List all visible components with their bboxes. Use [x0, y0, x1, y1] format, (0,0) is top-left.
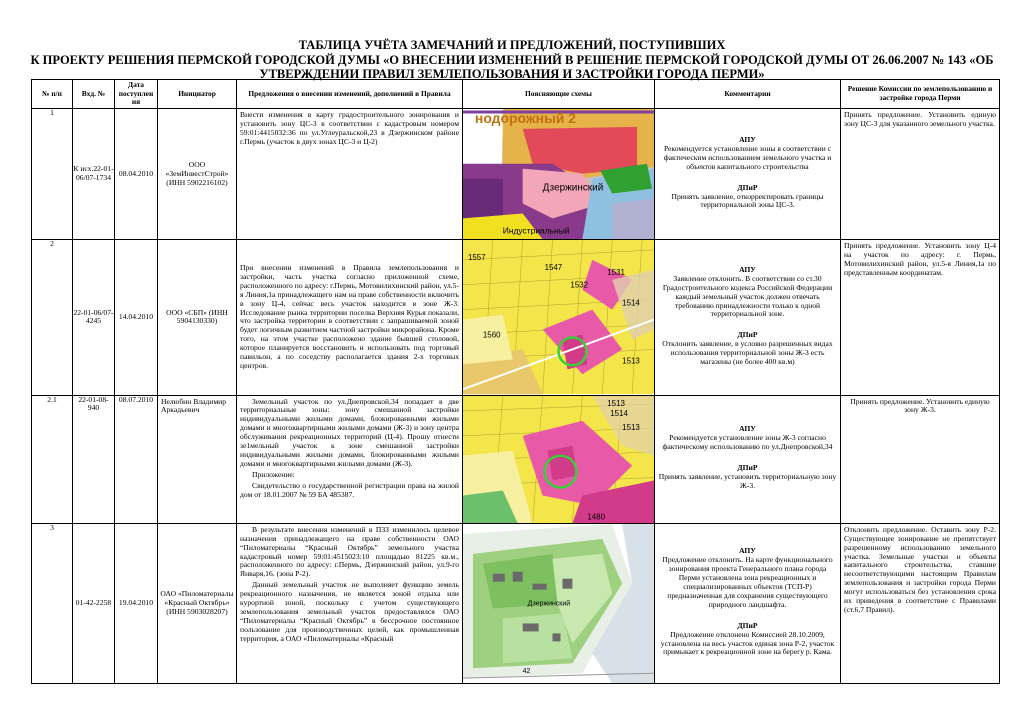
table-row	[32, 395, 1000, 523]
header-schemes: Поясняющие схемы	[463, 80, 655, 109]
row-initiator: Нелюбин Владимир Аркадьевич	[158, 395, 237, 523]
row-proposal: При внесении изменений в Правила землепользования и застройки, часть участка согласно приложенной схеме, расположенного по адресу: г.Пермь, Мотовилихинский район, ул.5-я Линия,1а принадлежащего нам на праве собственности включить в зону Ц-4, сейчас весь участок находится в зоне Ж-3. Исследование рынка территории поселка Верхняя Курья показали, что застройка территории в соответствии с запрашиваемой зоной будет логичным развитием частной застройки микрорайона. Кроме того, на этом участке расположено здание бывшей столовой, которое планируется восстановить и использовать под торговый павильон, а по соседству располагается здания 2-х торговых центров.	[237, 240, 463, 395]
proposal-paragraph: Приложение:	[252, 469, 295, 479]
proposal-paragraph: Земельный участок по ул.Днепровской,34 попадает в две территориальные зоны: зону смешанной застройки индивидуальными жилыми домами, блокированными жилыми домами и многоквартирными жилыми домами (Ж-3) и зону центра обслуживания рекреационных территорий (Ц-4). Прошу отнести зе1мельный участок к зоне смешанной застройки индивидуальными жилыми домами, блокированными жилыми домами и многоквартирными жилыми домами (Ж-3).	[240, 396, 459, 468]
table-row	[32, 109, 1000, 240]
comment-apu-text: Рекомендуется установление зоны Ж-3 согласно фактическому использованию по ул.Днепровской,34	[662, 433, 833, 452]
scheme-map-1	[463, 109, 655, 240]
row-num: 2.1	[32, 395, 73, 523]
comment-dpir-text: Принять заявление, установить территориальную зону Ж-3.	[658, 472, 837, 490]
zoning-map-3	[463, 396, 654, 523]
map-label: 1547	[544, 263, 563, 273]
proposal-paragraph: Данный земельный участок не выполняет функцию земель рекреационного назначения, не является зоной отдыха или курортной зоной, поскольку с учетом существующего землепользования земельный участок предоставлялся ОАО “Пиломатериалы “Красный Октябрь” в бессрочное постоянное пользование для производственных целей, как промышленная территория, а ОАО «Пиломатериалы «Красный	[240, 580, 459, 643]
zoning-map-4	[463, 524, 654, 683]
row-num: 2	[32, 240, 73, 395]
row-vkh: 22-01-08-940	[73, 395, 115, 523]
map-label: 1557	[467, 253, 486, 263]
proposal-paragraph: Свидетельство о государственной регистрации права на жилой дом от 18.01.2007 № 59 БА 485387.	[240, 480, 459, 499]
map-label: Индустриальный	[502, 225, 570, 236]
header-num: № п/п	[32, 80, 73, 109]
row-decision: Принять предложение. Установить зону Ц-4 на участок по адресу: г. Пермь, Мотовилихинский район, ул.5-я Линия,1а по представленным координатам.	[841, 240, 1000, 395]
row-proposal	[237, 395, 463, 523]
comment-apu-text: Заявление отклонить. В соответствии со ст.30 Градостроительного кодекса Российской Федерации каждый земельный участок должен отвечать требованию принадлежности только к одной территориальной зоне.	[662, 273, 833, 319]
remarks-table	[31, 79, 1000, 684]
row-comments	[655, 523, 841, 683]
row-date: 08.07.2010	[115, 395, 158, 523]
map-label: 1480	[587, 511, 606, 521]
map-label: 1513	[607, 398, 625, 408]
row-vkh: 01-42-2258	[73, 523, 115, 683]
header-comments: Комментарии	[655, 80, 841, 109]
row-vkh: К исх.22-01-06/07-1734	[73, 109, 115, 240]
table-header-row	[32, 80, 1000, 109]
scheme-map-2	[463, 240, 655, 395]
row-num: 1	[32, 109, 73, 240]
table-row	[32, 523, 1000, 683]
row-date: 08.04.2010	[115, 109, 158, 240]
map-label: нодорожный 2	[474, 109, 577, 126]
row-initiator: ОАО «Пиломатериалы «Красный Октябрь» (ИНН 5903028207)	[158, 523, 237, 683]
header-vkh: Вхд. №	[73, 80, 115, 109]
row-date: 14.04.2010	[115, 240, 158, 395]
row-comments	[655, 395, 841, 523]
row-comments	[655, 109, 841, 240]
scheme-map-3	[463, 395, 655, 523]
row-num: 3	[32, 523, 73, 683]
map-label: 1514	[622, 298, 640, 308]
map-label: 1514	[610, 408, 628, 418]
header-initiator: Инициатор	[158, 80, 237, 109]
map-label: 1531	[607, 268, 625, 278]
map-label: Дзержинский	[542, 182, 604, 194]
header-decision: Решение Комиссии по землепользованию и застройке города Перми	[841, 80, 1000, 109]
zoning-map-2	[463, 240, 654, 394]
row-proposal	[237, 523, 463, 683]
map-label: 1513	[622, 422, 640, 432]
comment-apu-title: АПУ	[739, 264, 756, 274]
row-vkh: 22-01-06/07-4245	[73, 240, 115, 395]
zoning-map-1	[463, 109, 654, 239]
map-label: 1513	[622, 356, 640, 366]
comment-apu-text: Предложение отклонить. На карте функционального зонирования проекта Генерального плана города Перми установлена зона рекреационных и специализированных объектов (ТСП-Р) предназначенная для сохранения существующего природного ландшафта.	[662, 555, 833, 609]
comment-dpir-text: Предложение отклонено Комиссией 28.10.2009, установлена на весь участок единая зона Р-2, участок примыкает к рекреационной зоне на берегу р. Кама.	[660, 629, 835, 657]
row-decision: Принять предложение. Установить единую зону ЦС-3 для указанного земельного участка.	[841, 109, 1000, 240]
row-comments	[655, 240, 841, 395]
table-row	[32, 240, 1000, 395]
comment-dpir-title: ДПиР	[737, 620, 758, 630]
proposal-paragraph: В результате внесения изменений в ПЗЗ изменилось целевое назначения принадлежащего на праве собственности ОАО “Пиломатериалы “Красный Октябрь” земельного участка кадастровый номер 59:01:4515023:10 площадью 81225 кв.м., расположенного по адресу: г.Пермь, Дзержинский район, ул.9-го Января,16. (зона Р-2).	[240, 524, 459, 579]
row-proposal: Внести изменения в карту градостроительного зонирования и установить зону ЦС-3 в соответствии с кадастровым номером 59:01:4415032:36 по ул.Углеуральской,23 в Дзержинском районе г.Пермь (участок в двух зонах ЦС-3 и Ц-2)	[237, 109, 463, 240]
row-initiator: ООО «СБП» (ИНН 5904130330)	[158, 240, 237, 395]
row-decision: Принять предложение. Установить единую зону Ж-3.	[841, 395, 1000, 523]
document-title-line-1: ТАБЛИЦА УЧЁТА ЗАМЕЧАНИЙ И ПРЕДЛОЖЕНИЙ, ПОСТУПИВШИХ	[298, 38, 726, 52]
document-title-line-3: УТВЕРЖДЕНИИ ПРАВИЛ ЗЕМЛЕПОЛЬЗОВАНИЯ И ЗАСТРОЙКИ ГОРОДА ПЕРМИ»	[259, 67, 765, 81]
comment-apu-title: АПУ	[739, 424, 756, 434]
map-label: 42	[522, 668, 531, 676]
comment-dpir-title: ДПиР	[737, 182, 758, 192]
comment-dpir-text: Отклонить заявление, в условно разрешенных видах использования территориальной зоны Ж-3 есть магазины (не более 400 кв.м)	[662, 339, 833, 367]
document-title-line-2: К ПРОЕКТУ РЕШЕНИЯ ПЕРМСКОЙ ГОРОДСКОЙ ДУМЫ «О ВНЕСЕНИИ ИЗМЕНЕНИЙ В РЕШЕНИЕ ПЕРМСКОЙ ГОРОДСКОЙ ДУМЫ ОТ 26.06.2007 № 143 «ОБ	[30, 53, 994, 67]
map-label: 1560	[482, 330, 501, 340]
row-decision: Отклонить предложение. Оставить зону Р-2. Существующее зонирование не препятствует разрешенному использованию земельного участка. Земельные участки и объекты капитального строительства, ставшие несоответствующими настоящим Правилам землепользования и застройки города Перми могут использоваться без установления срока их приведения в соответствие с Правилами (ст.6,7 Правил).	[841, 523, 1000, 683]
comment-dpir-text: Принять заявление, откорректировать границы территориальной зоны ЦС-3.	[671, 191, 824, 210]
comment-apu-title: АПУ	[739, 546, 756, 556]
row-initiator: ООО «ЗемИнвестСтрой» (ИНН 5902216102)	[158, 109, 237, 240]
map-label: Дзержинский	[527, 600, 571, 608]
map-label: 1532	[570, 281, 589, 291]
comment-dpir-title: ДПиР	[737, 330, 758, 340]
header-proposal: Предложения о внесении изменений, дополнений в Правила	[237, 80, 463, 109]
header-date: Дата поступлен ия	[115, 80, 158, 109]
row-date: 19.04.2010	[115, 523, 158, 683]
scheme-map-4	[463, 523, 655, 683]
comment-apu-text: Рекомендуется установление зоны в соответствии с фактическим использованием земельного участка и объектов капитального строительства	[663, 143, 832, 171]
comment-dpir-title: ДПиР	[737, 463, 758, 473]
comment-apu-title: АПУ	[739, 134, 756, 144]
